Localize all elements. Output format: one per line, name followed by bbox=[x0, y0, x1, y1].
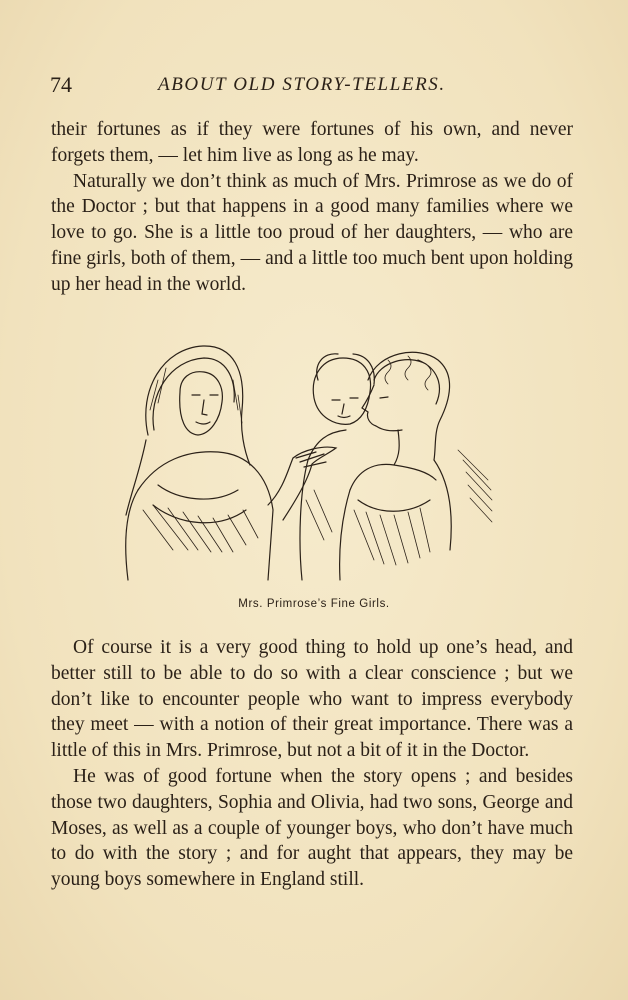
paragraph-continued: their fortunes as if they were fortunes of his own, and never forgets them, — let him live as long as he may. bbox=[51, 119, 573, 166]
paragraph: Of course it is a very good thing to hold up one’s head, and better still to be able to do so with a clear conscience ; but we don’t like to encounter people who want to impress everybody they meet — with a notion of their great importance. There was a little of this in Mrs. Primrose, but not a bit of it in the Doctor. bbox=[51, 637, 573, 762]
engraving-drawing bbox=[118, 340, 506, 590]
figure-caption: Mrs. Primrose’s Fine Girls. bbox=[238, 598, 390, 610]
running-head: ABOUT OLD STORY-TELLERS. bbox=[158, 74, 446, 95]
text-block-bottom bbox=[51, 635, 573, 893]
paragraph: He was of good fortune when the story opens ; and besides those two daughters, Sophia and Olivia, had two sons, George and Moses, as well as a couple of younger boys, who don’t have much to do with the story ; and for aught that appears, they may be young boys somewhere in England still. bbox=[51, 765, 573, 891]
text-block-top bbox=[51, 117, 573, 298]
paragraph: Naturally we don’t think as much of Mrs. Primrose as we do of the Doctor ; but that happens in a good many families where we love to go. She is a little too proud of her daughters, — who are fine girls, both of them, — and a little too much bent upon holding up her head in the world. bbox=[51, 170, 573, 295]
illustration-engraving bbox=[118, 340, 506, 590]
page-number: 74 bbox=[50, 72, 72, 97]
page-header bbox=[50, 72, 574, 102]
